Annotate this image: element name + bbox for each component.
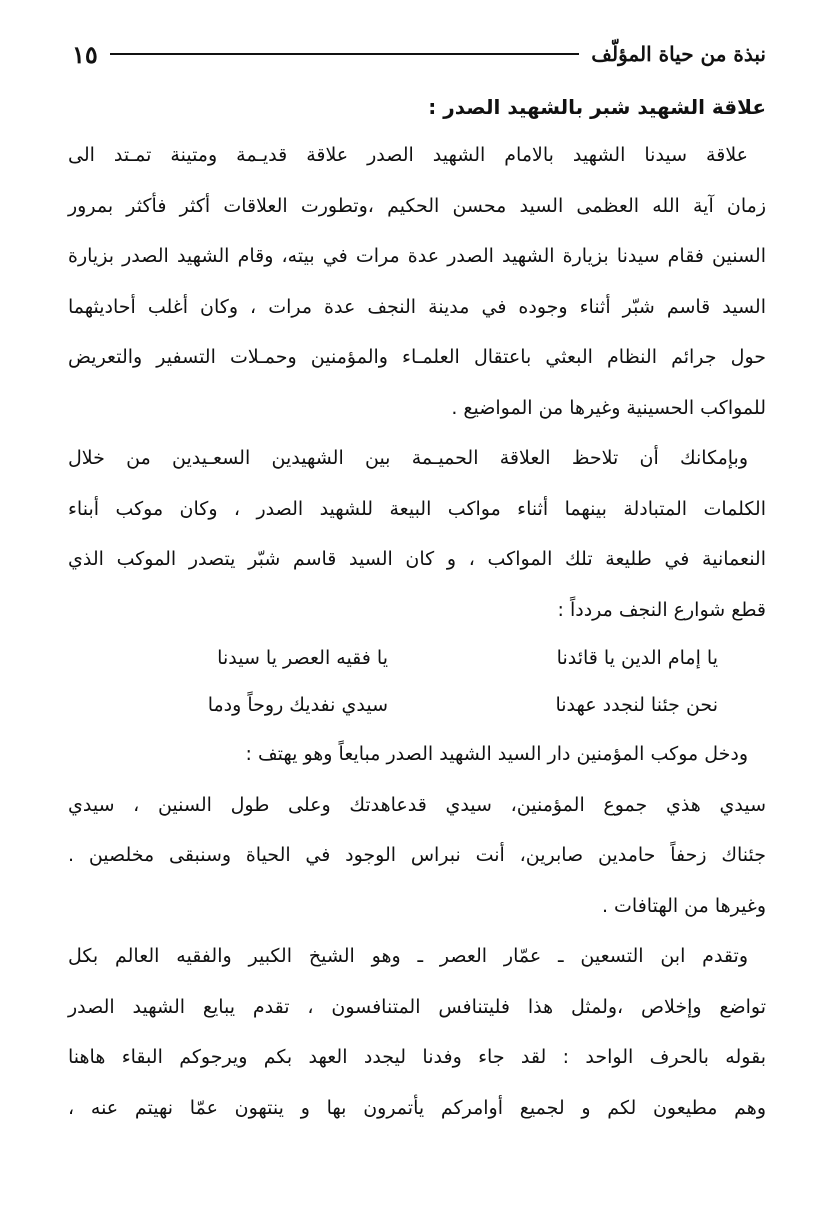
paragraph-chant bbox=[68, 780, 766, 932]
verse-first-hemistich: نحن جئنا لنجدد عهدنا bbox=[555, 694, 718, 716]
text-line: وغيرها من الهتافات . bbox=[601, 894, 766, 917]
text-line: السنين فقام سيدنا بزيارة الشهيد الصدر عدة مرات في بيته، وقام الشهيد الصدر بزيارة bbox=[68, 245, 766, 267]
text-line: للمواكب الحسينية وغيرها من المواضيع . bbox=[451, 396, 766, 419]
text-line: قطع شوارع النجف مردداً : bbox=[557, 598, 766, 621]
verse-line bbox=[68, 635, 766, 682]
text-line: بقوله بالحرف الواحد : لقد جاء وفدنا ليجدد العهد بكم ويرجوكم البقاء هاهنا bbox=[68, 1046, 766, 1068]
page-body bbox=[68, 90, 766, 1133]
text-line: النعمانية في طليعة تلك المواكب ، و كان السيد قاسم شبّر يتصدر الموكب الذي bbox=[68, 548, 766, 570]
running-title: نبذة من حياة المؤلّف bbox=[591, 42, 766, 66]
text-line: وتقدم ابن التسعين ـ عمّار العصر ـ وهو الشيخ الكبير والفقيه العالم بكل bbox=[68, 945, 748, 967]
text-line: تواضع وإخلاص ،ولمثل هذا فليتنافس المتنافسون ، تقدم يبايع الشهيد الصدر bbox=[68, 995, 766, 1018]
text-line: السيد قاسم شبّر أثناء وجوده في مدينة النجف عدة مرات ، وكان أغلب أحاديثهما bbox=[68, 295, 766, 318]
paragraph-allegiance bbox=[68, 931, 766, 1133]
running-header bbox=[72, 34, 766, 74]
paragraph-procession bbox=[68, 433, 766, 635]
text-line: الكلمات المتبادلة بينهما أثناء مواكب البيعة للشهيد الصدر ، وكان موكب أبناء bbox=[68, 497, 766, 520]
page-number: ١٥ bbox=[72, 39, 98, 69]
header-rule bbox=[110, 53, 580, 55]
text-line: وبإمكانك أن تلاحظ العلاقة الحميـمة بين الشهيدين السعـيدين من خلال bbox=[68, 447, 748, 469]
verse-first-hemistich: يا إمام الدين يا قائدنا bbox=[556, 647, 718, 669]
paragraph-relationship bbox=[68, 130, 766, 433]
text-line: زمان آية الله العظمى السيد محسن الحكيم ،وتطورت العلاقات أكثر فأكثر بمرور bbox=[68, 194, 766, 217]
verse-second-hemistich: يا فقيه العصر يا سيدنا bbox=[217, 647, 388, 669]
verse-second-hemistich: سيدي نفديك روحاً ودما bbox=[207, 694, 388, 716]
text-line: جئناك زحفاً حامدين صابرين، أنت نبراس الوجود في الحياة وسنبقى مخلصين . bbox=[68, 844, 766, 866]
paragraph-chant-intro bbox=[68, 729, 766, 780]
section-heading: علاقة الشهيد شبر بالشهيد الصدر : bbox=[428, 95, 766, 119]
verse-line bbox=[68, 682, 766, 729]
text-line: وهم مطيعون لكم و لجميع أوامركم يأتمرون بها و ينتهون عمّا نهيتم عنه ، bbox=[68, 1096, 766, 1119]
text-line: سيدي هذي جموع المؤمنين، سيدي قدعاهدتك وعلى طول السنين ، سيدي bbox=[68, 793, 766, 816]
text-line: علاقة سيدنا الشهيد بالامام الشهيد الصدر علاقة قديـمة ومتينة تمـتد الى bbox=[68, 144, 748, 166]
text-line: حول جرائم النظام البعثي باعتقال العلمـاء والمؤمنين وحمـلات التسفير والتعريض bbox=[68, 346, 766, 368]
text-line: ودخل موكب المؤمنين دار السيد الشهيد الصدر مبايعاً وهو يهتف : bbox=[245, 743, 748, 765]
